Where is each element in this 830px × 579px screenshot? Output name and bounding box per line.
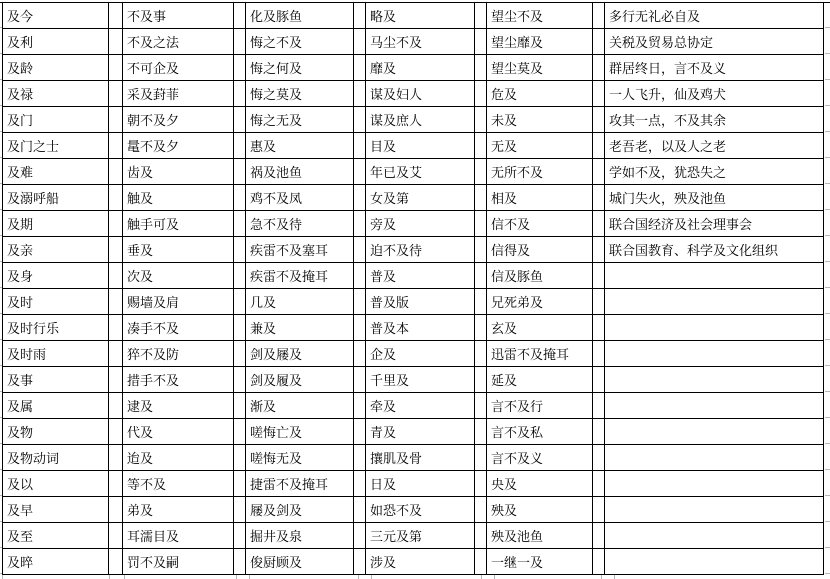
table-cell[interactable]: 迅雷不及掩耳 bbox=[487, 341, 593, 367]
spacer-cell[interactable] bbox=[109, 471, 123, 497]
table-cell[interactable]: 及利 bbox=[3, 29, 109, 55]
spacer-cell[interactable] bbox=[593, 29, 605, 55]
spacer-cell[interactable] bbox=[234, 445, 246, 471]
table-cell[interactable]: 朝不及夕 bbox=[123, 107, 234, 133]
spacer-cell[interactable] bbox=[593, 497, 605, 523]
table-row bbox=[3, 81, 824, 107]
gridline-stub bbox=[614, 575, 615, 579]
spacer-cell[interactable] bbox=[109, 185, 123, 211]
table-cell[interactable]: 殃及 bbox=[487, 497, 593, 523]
spacer-cell[interactable] bbox=[234, 159, 246, 185]
spacer-cell[interactable] bbox=[234, 367, 246, 393]
spacer-cell[interactable] bbox=[593, 315, 605, 341]
table-row bbox=[3, 159, 824, 185]
table-cell[interactable]: 及门 bbox=[3, 107, 109, 133]
spacer-cell[interactable] bbox=[475, 185, 487, 211]
table-cell[interactable]: 普及本 bbox=[366, 315, 475, 341]
table-cell[interactable]: 企及 bbox=[366, 341, 475, 367]
table-cell[interactable]: 及门之士 bbox=[3, 133, 109, 159]
spacer-cell[interactable] bbox=[234, 471, 246, 497]
table-cell[interactable]: 及时行乐 bbox=[3, 315, 109, 341]
table-cell[interactable]: 嗟悔亡及 bbox=[246, 419, 354, 445]
table-cell[interactable]: 次及 bbox=[123, 263, 234, 289]
spacer-cell[interactable] bbox=[354, 289, 366, 315]
spacer-cell[interactable] bbox=[593, 419, 605, 445]
table-cell[interactable]: 玄及 bbox=[487, 315, 593, 341]
spacer-cell[interactable] bbox=[109, 445, 123, 471]
table-cell[interactable]: 马尘不及 bbox=[366, 29, 475, 55]
table-cell[interactable]: 及物动词 bbox=[3, 445, 109, 471]
table-cell[interactable]: 靡及 bbox=[366, 55, 475, 81]
table-cell[interactable]: 鼌不及夕 bbox=[123, 133, 234, 159]
table-cell[interactable]: 群居终日，言不及义 bbox=[605, 55, 824, 81]
spacer-cell[interactable] bbox=[234, 185, 246, 211]
table-cell[interactable]: 渐及 bbox=[246, 393, 354, 419]
table-cell[interactable]: 赐墙及肩 bbox=[123, 289, 234, 315]
table-cell[interactable]: 望尘不及 bbox=[487, 3, 593, 29]
spacer-cell[interactable] bbox=[109, 289, 123, 315]
table-cell[interactable]: 悔之何及 bbox=[246, 55, 354, 81]
table-cell[interactable]: 三元及第 bbox=[366, 523, 475, 549]
spacer-cell[interactable] bbox=[354, 185, 366, 211]
spacer-cell[interactable] bbox=[234, 107, 246, 133]
table-cell[interactable]: 兼及 bbox=[246, 315, 354, 341]
table-cell[interactable]: 及龄 bbox=[3, 55, 109, 81]
spacer-cell[interactable] bbox=[475, 107, 487, 133]
table-cell[interactable]: 触及 bbox=[123, 185, 234, 211]
table-cell[interactable]: 谋及庶人 bbox=[366, 107, 475, 133]
table-cell[interactable]: 年已及艾 bbox=[366, 159, 475, 185]
table-cell[interactable]: 学如不及，犹恐失之 bbox=[605, 159, 824, 185]
spacer-cell[interactable] bbox=[354, 367, 366, 393]
table-row bbox=[3, 341, 824, 367]
table-cell[interactable]: 及事 bbox=[3, 367, 109, 393]
spacer-cell[interactable] bbox=[109, 3, 123, 29]
spacer-cell[interactable] bbox=[593, 81, 605, 107]
spacer-cell[interactable] bbox=[109, 81, 123, 107]
spacer-cell[interactable] bbox=[593, 289, 605, 315]
table-cell[interactable]: 罚不及嗣 bbox=[123, 549, 234, 575]
table-cell[interactable]: 齿及 bbox=[123, 159, 234, 185]
spacer-cell[interactable] bbox=[593, 185, 605, 211]
table-cell[interactable]: 及以 bbox=[3, 471, 109, 497]
spacer-cell[interactable] bbox=[109, 29, 123, 55]
table-row bbox=[3, 497, 824, 523]
spacer-cell[interactable] bbox=[354, 81, 366, 107]
table-cell[interactable]: 涉及 bbox=[366, 549, 475, 575]
spacer-cell[interactable] bbox=[109, 55, 123, 81]
table-cell[interactable]: 不可企及 bbox=[123, 55, 234, 81]
table-cell[interactable]: 及时 bbox=[3, 289, 109, 315]
table-cell[interactable]: 及物 bbox=[3, 419, 109, 445]
spacer-cell[interactable] bbox=[593, 523, 605, 549]
table-cell[interactable]: 相及 bbox=[487, 185, 593, 211]
table-row bbox=[3, 3, 824, 29]
spacer-cell[interactable] bbox=[475, 81, 487, 107]
spacer-cell[interactable] bbox=[109, 393, 123, 419]
table-cell[interactable]: 多行无礼必自及 bbox=[605, 3, 824, 29]
table-cell[interactable] bbox=[605, 341, 824, 367]
spacer-cell[interactable] bbox=[354, 159, 366, 185]
table-cell[interactable]: 老吾老，以及人之老 bbox=[605, 133, 824, 159]
spacer-cell[interactable] bbox=[354, 263, 366, 289]
table-cell[interactable]: 及亲 bbox=[3, 237, 109, 263]
table-cell[interactable]: 信得及 bbox=[487, 237, 593, 263]
spacer-cell[interactable] bbox=[475, 237, 487, 263]
table-cell[interactable]: 迫不及待 bbox=[366, 237, 475, 263]
gridline-stub bbox=[109, 575, 110, 579]
spacer-cell[interactable] bbox=[354, 237, 366, 263]
table-cell[interactable]: 采及葑菲 bbox=[123, 81, 234, 107]
table-cell[interactable] bbox=[605, 549, 824, 575]
table-cell[interactable]: 及禄 bbox=[3, 81, 109, 107]
spacer-cell[interactable] bbox=[354, 445, 366, 471]
spacer-cell[interactable] bbox=[109, 159, 123, 185]
table-cell[interactable]: 兄死弟及 bbox=[487, 289, 593, 315]
spacer-cell[interactable] bbox=[234, 341, 246, 367]
table-row bbox=[3, 211, 824, 237]
table-cell[interactable]: 几及 bbox=[246, 289, 354, 315]
spacer-cell[interactable] bbox=[593, 549, 605, 575]
table-cell[interactable]: 悔之不及 bbox=[246, 29, 354, 55]
spacer-cell[interactable] bbox=[234, 289, 246, 315]
table-cell[interactable] bbox=[605, 471, 824, 497]
table-row bbox=[3, 107, 824, 133]
gridline-stub bbox=[371, 575, 372, 579]
spacer-cell[interactable] bbox=[354, 341, 366, 367]
spacer-cell[interactable] bbox=[593, 341, 605, 367]
table-cell[interactable]: 掘井及泉 bbox=[246, 523, 354, 549]
table-cell[interactable]: 不及之法 bbox=[123, 29, 234, 55]
spacer-cell[interactable] bbox=[109, 497, 123, 523]
table-row bbox=[3, 55, 824, 81]
table-cell[interactable]: 言不及行 bbox=[487, 393, 593, 419]
table-cell[interactable]: 一人飞升，仙及鸡犬 bbox=[605, 81, 824, 107]
table-cell[interactable]: 及难 bbox=[3, 159, 109, 185]
table-row bbox=[3, 367, 824, 393]
table-cell[interactable]: 攻其一点，不及其余 bbox=[605, 107, 824, 133]
spacer-cell[interactable] bbox=[475, 445, 487, 471]
table-cell[interactable] bbox=[605, 289, 824, 315]
table-cell[interactable]: 联合国教育、科学及文化组织 bbox=[605, 237, 824, 263]
spacer-cell[interactable] bbox=[234, 419, 246, 445]
spacer-cell[interactable] bbox=[475, 393, 487, 419]
table-cell[interactable]: 耳濡目及 bbox=[123, 523, 234, 549]
spacer-cell[interactable] bbox=[234, 211, 246, 237]
bottom-gridline-stubs bbox=[0, 575, 830, 579]
table-cell[interactable]: 触手可及 bbox=[123, 211, 234, 237]
table-cell[interactable]: 信不及 bbox=[487, 211, 593, 237]
spacer-cell[interactable] bbox=[354, 55, 366, 81]
table-cell[interactable]: 及早 bbox=[3, 497, 109, 523]
table-cell[interactable]: 无所不及 bbox=[487, 159, 593, 185]
spacer-cell[interactable] bbox=[475, 211, 487, 237]
spacer-cell[interactable] bbox=[234, 29, 246, 55]
table-cell[interactable]: 及身 bbox=[3, 263, 109, 289]
spacer-cell[interactable] bbox=[475, 263, 487, 289]
spacer-cell[interactable] bbox=[354, 419, 366, 445]
table-cell[interactable]: 弟及 bbox=[123, 497, 234, 523]
spacer-cell[interactable] bbox=[354, 549, 366, 575]
table-cell[interactable]: 无及 bbox=[487, 133, 593, 159]
spacer-cell[interactable] bbox=[593, 263, 605, 289]
table-cell[interactable]: 不及事 bbox=[123, 3, 234, 29]
table-cell[interactable]: 迨及 bbox=[123, 445, 234, 471]
spacer-cell[interactable] bbox=[475, 523, 487, 549]
table-row bbox=[3, 523, 824, 549]
spacer-cell[interactable] bbox=[593, 107, 605, 133]
table-row bbox=[3, 263, 824, 289]
table-row bbox=[3, 237, 824, 263]
spacer-cell[interactable] bbox=[593, 3, 605, 29]
table-cell[interactable]: 普及版 bbox=[366, 289, 475, 315]
spacer-cell[interactable] bbox=[109, 237, 123, 263]
spacer-cell[interactable] bbox=[354, 497, 366, 523]
gridline-stub bbox=[249, 575, 250, 579]
table-cell[interactable] bbox=[605, 315, 824, 341]
gridline-stub bbox=[124, 575, 125, 579]
spacer-cell[interactable] bbox=[475, 341, 487, 367]
spacer-cell[interactable] bbox=[109, 549, 123, 575]
table-cell[interactable]: 日及 bbox=[366, 471, 475, 497]
spacer-cell[interactable] bbox=[354, 523, 366, 549]
spacer-cell[interactable] bbox=[475, 159, 487, 185]
table-row bbox=[3, 185, 824, 211]
table-cell[interactable]: 嗟悔无及 bbox=[246, 445, 354, 471]
table-cell[interactable]: 望尘靡及 bbox=[487, 29, 593, 55]
table-cell[interactable]: 略及 bbox=[366, 3, 475, 29]
spacer-cell[interactable] bbox=[475, 55, 487, 81]
spacer-cell[interactable] bbox=[234, 523, 246, 549]
table-cell[interactable]: 及溺呼船 bbox=[3, 185, 109, 211]
spacer-cell[interactable] bbox=[475, 497, 487, 523]
table-cell[interactable]: 祸及池鱼 bbox=[246, 159, 354, 185]
spacer-cell[interactable] bbox=[475, 315, 487, 341]
table-cell[interactable]: 央及 bbox=[487, 471, 593, 497]
spacer-cell[interactable] bbox=[234, 315, 246, 341]
spacer-cell[interactable] bbox=[475, 133, 487, 159]
table-cell[interactable]: 代及 bbox=[123, 419, 234, 445]
spacer-cell[interactable] bbox=[593, 211, 605, 237]
spacer-cell[interactable] bbox=[354, 315, 366, 341]
spacer-cell[interactable] bbox=[234, 393, 246, 419]
spacer-cell[interactable] bbox=[593, 471, 605, 497]
table-row bbox=[3, 29, 824, 55]
table-cell[interactable]: 言不及私 bbox=[487, 419, 593, 445]
table-cell[interactable] bbox=[605, 367, 824, 393]
table-cell[interactable]: 悔之莫及 bbox=[246, 81, 354, 107]
spacer-cell[interactable] bbox=[475, 367, 487, 393]
word-table bbox=[2, 2, 824, 575]
spacer-cell[interactable] bbox=[593, 55, 605, 81]
spacer-cell[interactable] bbox=[354, 471, 366, 497]
table-cell[interactable]: 鸡不及凤 bbox=[246, 185, 354, 211]
word-table-body bbox=[3, 3, 824, 575]
spacer-cell[interactable] bbox=[475, 471, 487, 497]
gridline-stub bbox=[2, 575, 3, 579]
table-cell[interactable]: 及至 bbox=[3, 523, 109, 549]
spacer-cell[interactable] bbox=[109, 263, 123, 289]
table-cell[interactable]: 化及豚鱼 bbox=[246, 3, 354, 29]
table-cell[interactable]: 惠及 bbox=[246, 133, 354, 159]
spacer-cell[interactable] bbox=[109, 367, 123, 393]
table-row bbox=[3, 315, 824, 341]
table-cell[interactable]: 一继一及 bbox=[487, 549, 593, 575]
spacer-cell[interactable] bbox=[109, 211, 123, 237]
gridline-stub bbox=[601, 575, 602, 579]
table-cell[interactable]: 捷雷不及掩耳 bbox=[246, 471, 354, 497]
spacer-cell[interactable] bbox=[109, 133, 123, 159]
table-cell[interactable] bbox=[605, 497, 824, 523]
table-cell[interactable]: 逮及 bbox=[123, 393, 234, 419]
spacer-cell[interactable] bbox=[354, 211, 366, 237]
table-cell[interactable]: 未及 bbox=[487, 107, 593, 133]
spacer-cell[interactable] bbox=[234, 81, 246, 107]
spacer-cell[interactable] bbox=[593, 445, 605, 471]
table-cell[interactable]: 望尘莫及 bbox=[487, 55, 593, 81]
spacer-cell[interactable] bbox=[109, 107, 123, 133]
spacer-cell[interactable] bbox=[354, 29, 366, 55]
table-row bbox=[3, 133, 824, 159]
spacer-cell[interactable] bbox=[109, 419, 123, 445]
table-cell[interactable]: 及时雨 bbox=[3, 341, 109, 367]
spacer-cell[interactable] bbox=[475, 3, 487, 29]
spacer-cell[interactable] bbox=[593, 393, 605, 419]
spacer-cell[interactable] bbox=[475, 289, 487, 315]
spacer-cell[interactable] bbox=[593, 237, 605, 263]
spacer-cell[interactable] bbox=[109, 341, 123, 367]
table-cell[interactable]: 旁及 bbox=[366, 211, 475, 237]
spacer-cell[interactable] bbox=[234, 133, 246, 159]
spacer-cell[interactable] bbox=[354, 107, 366, 133]
spacer-cell[interactable] bbox=[234, 55, 246, 81]
gridline-stub bbox=[481, 575, 482, 579]
table-cell[interactable]: 联合国经济及社会理事会 bbox=[605, 211, 824, 237]
spacer-cell[interactable] bbox=[234, 549, 246, 575]
table-cell[interactable]: 措手不及 bbox=[123, 367, 234, 393]
table-cell[interactable]: 俊厨顾及 bbox=[246, 549, 354, 575]
gridline-stub bbox=[494, 575, 495, 579]
table-cell[interactable]: 如恐不及 bbox=[366, 497, 475, 523]
table-cell[interactable]: 言不及义 bbox=[487, 445, 593, 471]
table-cell[interactable]: 牵及 bbox=[366, 393, 475, 419]
spacer-cell[interactable] bbox=[109, 315, 123, 341]
table-cell[interactable]: 延及 bbox=[487, 367, 593, 393]
spacer-cell[interactable] bbox=[475, 419, 487, 445]
table-cell[interactable]: 千里及 bbox=[366, 367, 475, 393]
table-cell[interactable]: 剑及屦及 bbox=[246, 341, 354, 367]
table-cell[interactable]: 猝不及防 bbox=[123, 341, 234, 367]
table-row bbox=[3, 549, 824, 575]
table-row bbox=[3, 289, 824, 315]
table-cell[interactable] bbox=[605, 445, 824, 471]
table-cell[interactable]: 女及第 bbox=[366, 185, 475, 211]
gridline-stub bbox=[236, 575, 237, 579]
table-cell[interactable] bbox=[605, 419, 824, 445]
right-gridline-sliver bbox=[825, 2, 830, 579]
table-row bbox=[3, 445, 824, 471]
table-cell[interactable]: 关税及贸易总协定 bbox=[605, 29, 824, 55]
spacer-cell[interactable] bbox=[234, 3, 246, 29]
spacer-cell[interactable] bbox=[475, 29, 487, 55]
table-cell[interactable]: 垂及 bbox=[123, 237, 234, 263]
table-cell[interactable]: 城门失火，殃及池鱼 bbox=[605, 185, 824, 211]
table-cell[interactable]: 急不及待 bbox=[246, 211, 354, 237]
table-cell[interactable]: 及今 bbox=[3, 3, 109, 29]
table-cell[interactable]: 凑手不及 bbox=[123, 315, 234, 341]
table-cell[interactable]: 谋及妇人 bbox=[366, 81, 475, 107]
spacer-cell[interactable] bbox=[354, 393, 366, 419]
table-cell[interactable] bbox=[605, 263, 824, 289]
gridline-stub bbox=[358, 575, 359, 579]
table-row bbox=[3, 419, 824, 445]
table-cell[interactable]: 等不及 bbox=[123, 471, 234, 497]
spacer-cell[interactable] bbox=[109, 523, 123, 549]
table-cell[interactable]: 疾雷不及塞耳 bbox=[246, 237, 354, 263]
table-cell[interactable]: 及属 bbox=[3, 393, 109, 419]
spacer-cell[interactable] bbox=[593, 367, 605, 393]
table-cell[interactable]: 危及 bbox=[487, 81, 593, 107]
spacer-cell[interactable] bbox=[593, 159, 605, 185]
spacer-cell[interactable] bbox=[234, 237, 246, 263]
table-cell[interactable]: 及期 bbox=[3, 211, 109, 237]
spacer-cell[interactable] bbox=[354, 133, 366, 159]
table-cell[interactable] bbox=[605, 523, 824, 549]
table-cell[interactable]: 普及 bbox=[366, 263, 475, 289]
table-cell[interactable]: 及晬 bbox=[3, 549, 109, 575]
table-row bbox=[3, 471, 824, 497]
table-cell[interactable]: 疾雷不及掩耳 bbox=[246, 263, 354, 289]
table-cell[interactable] bbox=[605, 393, 824, 419]
table-row bbox=[3, 393, 824, 419]
spacer-cell[interactable] bbox=[234, 497, 246, 523]
table-cell[interactable]: 悔之无及 bbox=[246, 107, 354, 133]
spacer-cell[interactable] bbox=[593, 133, 605, 159]
spacer-cell[interactable] bbox=[354, 3, 366, 29]
table-cell[interactable]: 剑及履及 bbox=[246, 367, 354, 393]
table-cell[interactable]: 攘肌及骨 bbox=[366, 445, 475, 471]
table-cell[interactable]: 目及 bbox=[366, 133, 475, 159]
table-cell[interactable]: 屦及剑及 bbox=[246, 497, 354, 523]
spacer-cell[interactable] bbox=[234, 263, 246, 289]
table-cell[interactable]: 青及 bbox=[366, 419, 475, 445]
table-cell[interactable]: 信及豚鱼 bbox=[487, 263, 593, 289]
table-cell[interactable]: 殃及池鱼 bbox=[487, 523, 593, 549]
spacer-cell[interactable] bbox=[475, 549, 487, 575]
